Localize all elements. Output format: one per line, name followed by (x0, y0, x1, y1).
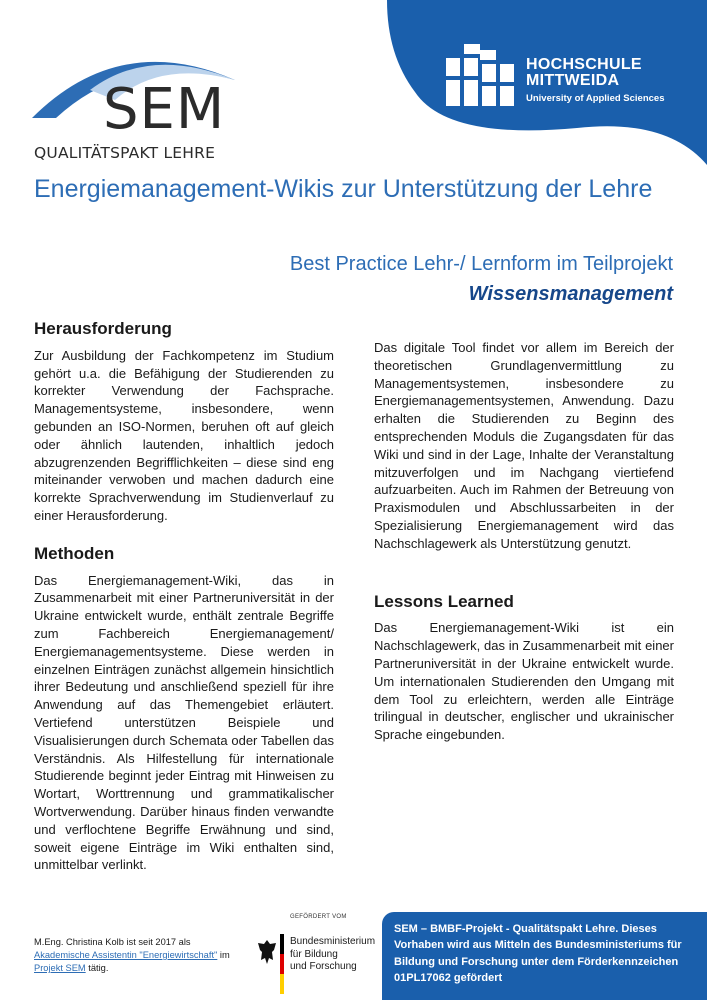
ministry-line2: für Bildung (290, 948, 338, 960)
left-column (34, 320, 334, 874)
german-flag-icon (280, 934, 284, 994)
funding-box (382, 912, 707, 1000)
author-note (34, 936, 246, 975)
subtitle: Best Practice Lehr-/ Lernform im Teilprojekt (289, 253, 673, 275)
federal-eagle-icon (257, 938, 277, 966)
hsm-name (526, 57, 642, 89)
project-title: Wissensmanagement (468, 283, 673, 305)
sem-logo-word: SEM (103, 77, 226, 142)
author-note-suffix: tätig. (85, 963, 109, 973)
main-title: Energiemanagement-Wikis zur Unterstützung der Lehre (34, 175, 653, 203)
text-herausforderung: Zur Ausbildung der Fachkompetenz im Studium gehört u.a. die Befähigung der Studierenden zu korrekter Verwendung der Fachsprache. Managementsysteme, insbesondere, wenn gebunden an ISO-Normen, beruhen oft auf gleich oder ähnlich lautenden, inhaltlich jedoch abzugrenzenden Begrifflichkeiten – diese sind eng miteinander verwoben und machen dadurch eine korrekte Sprachverwendung im Studienverlauf zu einer Herausforderung. (34, 347, 334, 523)
author-note-mid: im (217, 950, 230, 960)
text-anwendung: Das digitale Tool findet vor allem im Bereich der theoretischen Grundlagenvermittlung zu Managementsystemen, insbesondere zu Energiemanagementsystemen, Anwendung. Dazu erhalten die Studierenden zu Beginn des entsprechenden Moduls die Zugangsdaten für das Wiki und sind in der Lage, Inhalte der Veranstaltung mitzuverfolgen und im Nachgang viertiefend aufzuarbeiten. Auch im Rahmen der Betreuung von Praxismodulen und Abschlussarbeiten in der Spezialisierung Energiemanagement wird das Nachschlagewerk als Unterstützung genutzt. (374, 340, 674, 551)
link-projekt-sem[interactable]: Projekt SEM (34, 963, 86, 973)
ministry-line1: Bundesministerium (290, 936, 376, 947)
ministry-name (290, 936, 375, 974)
heading-methoden: Methoden (34, 543, 115, 563)
link-akademische-assistentin[interactable]: Akademische Assistentin "Energiewirtschaft" (34, 950, 218, 960)
bmbf-logo (252, 914, 376, 994)
heading-herausforderung: Herausforderung (34, 319, 172, 338)
hsm-name-line1: HOCHSCHULE (526, 56, 642, 73)
sem-logo-subtitle: QUALITÄTSPAKT LEHRE (34, 144, 216, 162)
hsm-tagline: University of Applied Sciences (526, 93, 665, 104)
funding-text: SEM – BMBF-Projekt - Qualitätspakt Lehre. Dieses Vorhaben wird aus Mitteln des Bundesministeriums für Bildung und Forschung unter dem Förderkennzeichen 01PL17062 gefördert (394, 923, 682, 984)
hsm-logo (446, 44, 696, 114)
funded-by-label: GEFÖRDERT VOM (290, 914, 347, 920)
author-note-prefix: M.Eng. Christina Kolb ist seit 2017 als (34, 937, 191, 947)
heading-lessons-learned: Lessons Learned (374, 591, 514, 611)
sem-logo (30, 40, 245, 170)
right-column (374, 339, 674, 744)
text-lessons-learned: Das Energiemanagement-Wiki ist ein Nachschlagewerk, das in Zusammenarbeit mit einer Partneruniversität in der Ukraine entwickelt wurde. Um internationalen Studierenden den Umgang mit dem Tool zu erleichtern, werden alle Einträge trilingual in deutscher, englischer und ukrainischer Sprache eingebunden. (374, 620, 674, 743)
ministry-line3: und Forschung (290, 961, 357, 972)
hsm-name-line2: MITTWEIDA (526, 72, 620, 89)
hsm-building-icon (446, 44, 516, 110)
text-methoden: Das Energiemanagement-Wiki, das in Zusammenarbeit mit einer Partneruniversität in der Ukraine entwickelt wurde, enthält zentrale Begriffe zum Fachbereich Energiemanagement/ Energiemanagementsysteme. Diese werden in einzelnen Einträgen zunächst allgemein hinsichtlich ihrer Bedeutung und anschließend speziell für ihre Anwendung auf das Themengebiet erläutert. Vertiefend unterstützen Beispiele und Visualisierungen durch Schemata oder Tabellen das Verständnis. Als Hilfestellung für internationale Studierende beginnt jeder Eintrag mit Hinweisen zu Wortart, Worttrennung und grammatikalischer Wortverwendung. Darüber hinaus finden verwandte und verflochtene Begriffe Erwähnung und sind, soweit eigene Einträge im Wiki enthalten sind, unmittelbar verlinkt. (34, 572, 334, 873)
